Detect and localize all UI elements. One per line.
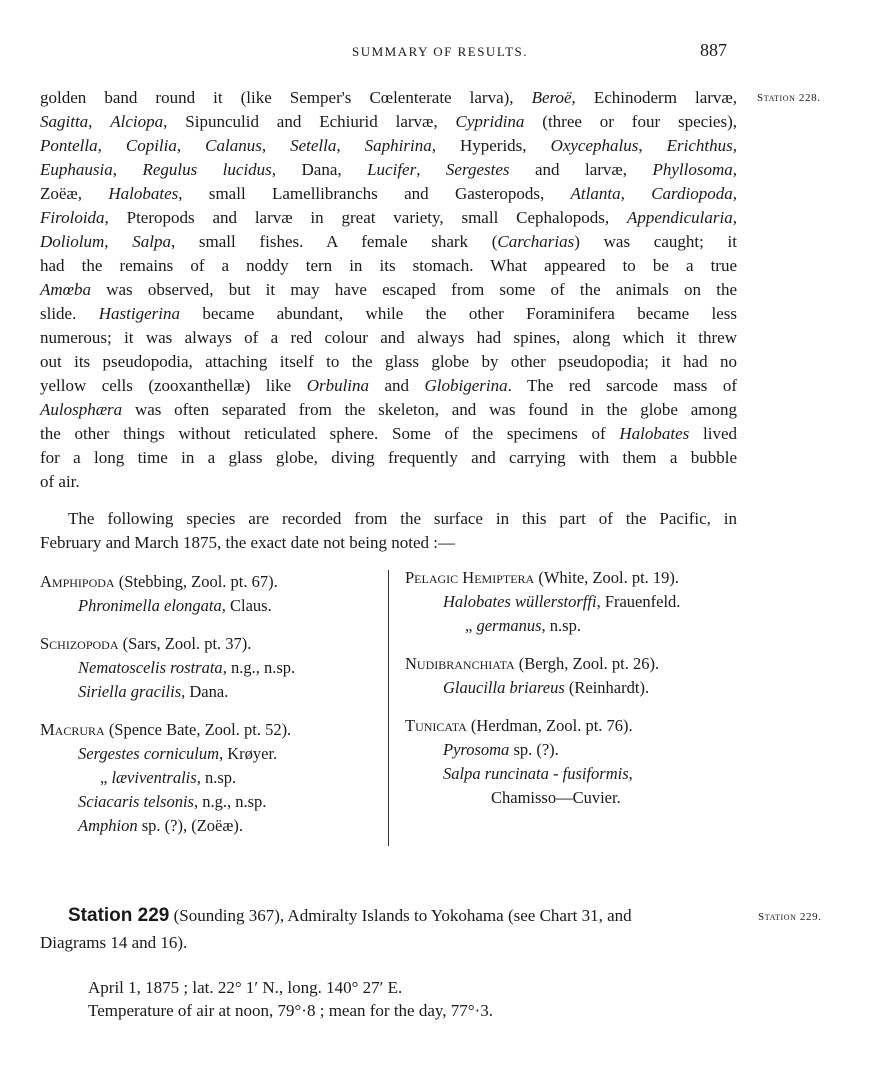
taxon-name: Sagitta: [40, 112, 89, 131]
text-run: , Frauenfeld.: [596, 592, 681, 611]
text-line: [40, 182, 737, 206]
taxon-name: Calanus: [205, 136, 262, 155]
taxon-name: Aulosphæra: [40, 400, 123, 419]
text-run: ,: [628, 764, 633, 783]
species-group-heading: [405, 566, 745, 590]
margin-note-station-228: Station 228.: [757, 92, 821, 104]
text-run: . The red sarcode mass of: [507, 376, 737, 395]
species-entry: [405, 762, 745, 786]
text-run: „: [100, 768, 112, 787]
text-run: , Claus.: [221, 596, 272, 615]
text-run: ,: [732, 160, 737, 179]
taxon-name: Lucifer: [367, 160, 417, 179]
taxon-name: Appendicularia: [626, 208, 733, 227]
taxon-name: Sergestes corniculum: [78, 744, 219, 763]
text-run: sp. (?), (Zoëæ).: [137, 816, 243, 835]
species-entry: [405, 676, 745, 700]
text-run: ,: [416, 160, 446, 179]
text-run: , Hyperids,: [431, 136, 551, 155]
text-line: [40, 470, 737, 494]
species-group-heading: [40, 718, 380, 742]
group-name: Macrura: [40, 720, 105, 739]
group-name: Tunicata: [405, 716, 467, 735]
taxon-name: Atlanta: [570, 184, 621, 203]
text-run: ,: [732, 208, 737, 227]
taxon-name: Saphirina: [364, 136, 432, 155]
text-run: February and March 1875, the exact date not being noted :—: [40, 533, 455, 552]
text-line: [40, 374, 737, 398]
text-run: Chamisso—Cuvier.: [491, 788, 621, 807]
text-line: [40, 326, 737, 350]
text-run: ,: [620, 184, 652, 203]
species-entry: [405, 738, 745, 762]
text-line: [40, 398, 737, 422]
text-run: slide.: [40, 304, 99, 323]
text-line: [40, 278, 737, 302]
text-run: (White, Zool. pt. 19).: [534, 568, 680, 587]
text-run: was often separated from the skeleton, and was found in the globe among: [122, 400, 737, 419]
station-229-date-line: April 1, 1875 ; lat. 22° 1′ N., long. 140° 27′ E.: [88, 978, 403, 997]
group-name: Amphipoda: [40, 572, 115, 591]
text-run: ,: [104, 232, 133, 251]
text-line: [40, 158, 737, 182]
text-run: and: [369, 376, 425, 395]
text-run: for a long time in a glass globe, diving frequently and carrying with them a bubble: [40, 448, 737, 467]
taxon-name: Hastigerina: [98, 304, 180, 323]
taxon-name: Phronimella elongata: [78, 596, 222, 615]
text-line: [40, 350, 737, 374]
taxon-name: Alciopa: [110, 112, 164, 131]
group-name: Pelagic Hemiptera: [405, 568, 535, 587]
taxon-name: Sergestes: [445, 160, 510, 179]
text-run: ,: [336, 136, 365, 155]
taxon-name: Orbulina: [306, 376, 370, 395]
text-line: [40, 446, 737, 470]
species-entry: [40, 790, 380, 814]
station-229-heading-line2: Diagrams 14 and 16).: [40, 933, 188, 952]
species-list-left: [40, 570, 380, 838]
species-entry: [405, 786, 745, 810]
text-line: [40, 422, 737, 446]
text-run: out its pseudopodia, attaching itself to the glass globe by other pseudopodia; it had no: [40, 352, 737, 371]
taxon-name: Nematoscelis rostrata: [78, 658, 223, 677]
species-group-heading: [405, 714, 745, 738]
taxon-name: Phyllosoma: [652, 160, 733, 179]
taxon-name: Oxycephalus: [550, 136, 639, 155]
text-run: (Bergh, Zool. pt. 26).: [514, 654, 660, 673]
text-run: , Pteropods and larvæ in great variety, small Cephalopods,: [104, 208, 627, 227]
text-line: [40, 86, 737, 110]
text-run: , n.g., n.sp.: [222, 658, 296, 677]
taxon-name: germanus: [476, 616, 542, 635]
station-229-temperature-line: Temperature of air at noon, 79°·8 ; mean for the day, 77°·3.: [88, 1001, 493, 1020]
margin-note-station-229: Station 229.: [758, 911, 822, 923]
text-run: (Reinhardt).: [564, 678, 650, 697]
text-run: , Echinoderm larvæ,: [571, 88, 737, 107]
text-line: [40, 110, 737, 134]
text-run: golden band round it (like Semper's Cœlenterate larva),: [40, 88, 532, 107]
taxon-name: Salpa: [132, 232, 171, 251]
text-run: ,: [638, 136, 667, 155]
taxon-name: Halobates wüllerstorffi: [443, 592, 597, 611]
text-run: ,: [732, 184, 737, 203]
page-number: 887: [700, 40, 727, 60]
text-run: , n.sp.: [541, 616, 581, 635]
text-run: ) was caught; it: [574, 232, 738, 251]
taxon-name: Glaucilla briareus: [443, 678, 565, 697]
column-divider: [388, 570, 389, 846]
taxon-name: Regulus lucidus: [142, 160, 272, 179]
taxon-name: Setella: [290, 136, 337, 155]
taxon-name: læviventralis: [111, 768, 197, 787]
running-title: SUMMARY OF RESULTS.: [351, 44, 528, 59]
text-line: [40, 302, 737, 326]
taxon-name: Euphausia: [40, 160, 113, 179]
text-run: yellow cells (zooxanthellæ) like: [40, 376, 307, 395]
species-group-heading: [40, 632, 380, 656]
taxon-name: Cardiopoda: [651, 184, 733, 203]
station-229-heading-rest: (Sounding 367), Admiralty Islands to Yokohama (see Chart 31, and: [169, 906, 632, 925]
text-run: (three or four species),: [524, 112, 737, 131]
species-entry: [40, 656, 380, 680]
text-line: [40, 254, 737, 278]
taxon-name: Amœba: [40, 280, 91, 299]
text-run: , Dana.: [181, 682, 229, 701]
text-run: , n.sp.: [196, 768, 237, 787]
paragraph-2: [40, 507, 737, 555]
text-run: the other things without reticulated sphere. Some of the specimens of: [40, 424, 620, 443]
text-run: numerous; it was always of a red colour and always had spines, along which it threw: [40, 328, 737, 347]
taxon-name: Firoloida: [40, 208, 105, 227]
text-run: Zoëæ,: [40, 184, 109, 203]
text-run: of air.: [40, 472, 80, 491]
taxon-name: Erichthus: [666, 136, 733, 155]
group-name: Schizopoda: [40, 634, 119, 653]
text-run: , Krøyer.: [218, 744, 278, 763]
species-group-heading: [40, 570, 380, 594]
text-run: ,: [112, 160, 143, 179]
text-run: , n.g., n.sp.: [193, 792, 267, 811]
text-run: (Stebbing, Zool. pt. 67).: [114, 572, 278, 591]
species-entry: [40, 766, 380, 790]
taxon-name: Halobates: [619, 424, 690, 443]
text-run: , small fishes. A female shark (: [170, 232, 498, 251]
taxon-name: Doliolum: [40, 232, 105, 251]
text-run: ,: [732, 136, 737, 155]
station-229-title: Station 229: [68, 905, 170, 926]
taxon-name: Globigerina: [424, 376, 508, 395]
taxon-name: Beroë: [531, 88, 572, 107]
text-run: ,: [97, 136, 126, 155]
text-run: lived: [689, 424, 738, 443]
text-run: (Sars, Zool. pt. 37).: [118, 634, 252, 653]
text-run: , small Lamellibranchs and Gasteropods,: [178, 184, 571, 203]
text-run: , Dana,: [271, 160, 368, 179]
species-list-right: [405, 566, 745, 810]
species-entry: [40, 594, 380, 618]
text-line: [40, 206, 737, 230]
species-entry: [40, 680, 380, 704]
text-run: (Spence Bate, Zool. pt. 52).: [104, 720, 292, 739]
text-run: ,: [261, 136, 291, 155]
species-entry: [40, 814, 380, 838]
text-run: was observed, but it may have escaped from some of the animals on the: [91, 280, 737, 299]
text-line: [40, 531, 737, 555]
taxon-name: Carcharias: [497, 232, 575, 251]
text-run: became abundant, while the other Foraminifera became less: [179, 304, 737, 323]
species-entry: [40, 742, 380, 766]
text-run: and larvæ,: [509, 160, 653, 179]
taxon-name: Amphion: [78, 816, 138, 835]
text-run: , Sipunculid and Echiurid larvæ,: [163, 112, 456, 131]
text-line: [40, 230, 737, 254]
text-line: [40, 507, 737, 531]
paragraph-1: [40, 86, 737, 494]
species-group-heading: [405, 652, 745, 676]
text-run: „: [465, 616, 477, 635]
taxon-name: Siriella gracilis: [78, 682, 182, 701]
text-run: ,: [176, 136, 206, 155]
taxon-name: Pontella: [40, 136, 98, 155]
taxon-name: Halobates: [108, 184, 179, 203]
taxon-name: Sciacaris telsonis: [78, 792, 194, 811]
text-run: ,: [88, 112, 111, 131]
text-run: The following species are recorded from the surface in this part of the Pacific, in: [68, 509, 737, 528]
taxon-name: Salpa runcinata - fusiformis: [443, 764, 629, 783]
text-line: [40, 134, 737, 158]
taxon-name: Copilia: [125, 136, 177, 155]
text-run: sp. (?).: [509, 740, 559, 759]
species-entry: [405, 614, 745, 638]
text-run: had the remains of a noddy tern in its stomach. What appeared to be a true: [40, 256, 737, 275]
station-229-heading: [68, 905, 632, 927]
species-entry: [405, 590, 745, 614]
text-run: (Herdman, Zool. pt. 76).: [466, 716, 633, 735]
group-name: Nudibranchiata: [405, 654, 515, 673]
taxon-name: Pyrosoma: [443, 740, 510, 759]
taxon-name: Cypridina: [455, 112, 525, 131]
